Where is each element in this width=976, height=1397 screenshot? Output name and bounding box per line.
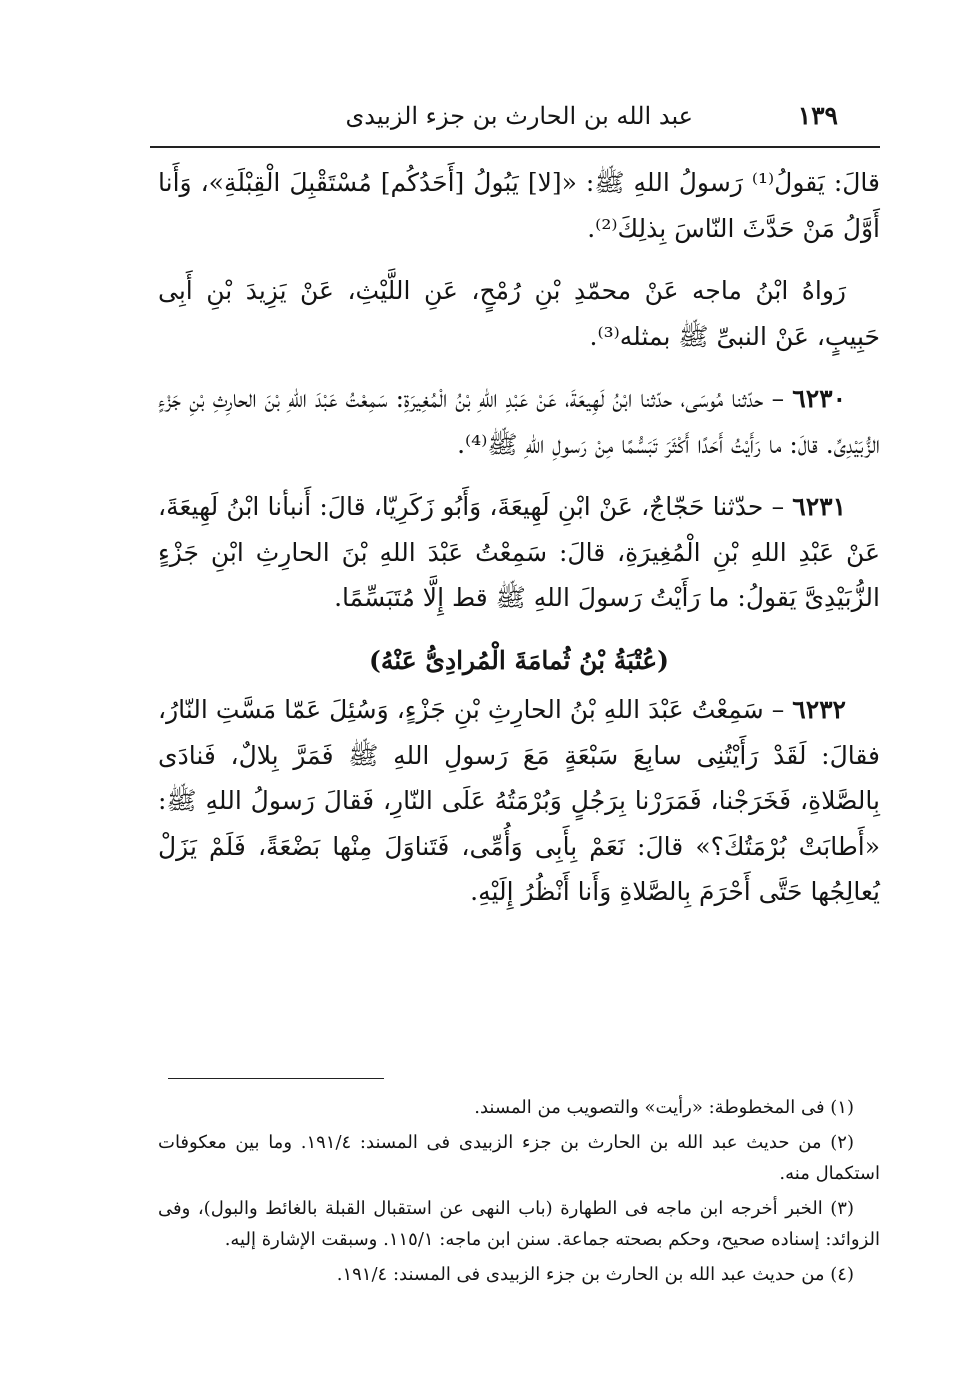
running-title: عبد الله بن الحارث بن جزء الزبيدى bbox=[345, 102, 693, 130]
footnote-4: (٤) من حديث عبد الله بن الحارث بن جزء الزبيدى فى المسند: ١٩١/٤. bbox=[336, 1264, 854, 1285]
header-divider bbox=[150, 146, 880, 148]
page-number: ١٣٩ bbox=[797, 101, 838, 130]
hadith-6230 bbox=[158, 376, 880, 467]
hadith-text: – حدّثنا مُوسَى، حدّثنا ابْنُ لَهِيعَةَ، عَنْ عَبْدِ اللهِ بْنُ الْمُغِيرَةِ: سَمِعْتُ عَبْدَ اللهِ بْنَ الحارِثِ بْنِ جَزْءٍ الزُّبَيْدِىِّ. قالَ: ما رَأَيْتُ أَحَدًا أَكْثَرَ تَبَسُّمًا مِنْ رَسولِ اللهِ ﷺ⁽⁴⁾. bbox=[158, 384, 880, 459]
paragraph: رَواهُ ابْنُ ماجه عَنْ محمّدِ بْنِ رُمْحٍ، عَنِ اللَّيْثِ، عَنْ يَزِيدَ بْنِ أَبِى حَبِيبٍ، عَنْ النبىِّ ﷺ بمثله⁽³⁾. bbox=[158, 276, 880, 351]
running-header bbox=[158, 96, 838, 136]
hadith-6231 bbox=[158, 484, 880, 621]
hadith-number: ٦٢٣٢ bbox=[792, 695, 846, 724]
footnote-3: (٣) الخبر أخرجه ابن ماجه فى الطهارة (باب النهى عن استقبال القبلة بالغائط والبول)، وفى الزوائد: إسناده صحيح، وحكم بصحته جماعة. سنن ابن ماجه: ١١٥/١. وسبقت الإشارة إليه. bbox=[158, 1198, 880, 1250]
paragraph: قالَ: يَقولُ⁽¹⁾ رَسولُ اللهِ ﷺ: «[لا] يَبُولُ [أَحَدُكُم] مُسْتَقْبِلَ الْقِبْلَةِ»، وَأَنا أَوَّلُ مَنْ حَدَّثَ النّاسَ بِذلِكَ⁽²⁾. bbox=[158, 168, 880, 243]
section-heading: (عُتْبَةُ بْنُ ثُمامَةَ الْمُرادِىُّ عَنْهُ) bbox=[368, 645, 669, 675]
footnote-divider bbox=[168, 1078, 384, 1079]
footnotes bbox=[158, 1092, 880, 1294]
footnote-1: (١) فى المخطوطة: «رأيت» والتصويب من المسند. bbox=[474, 1097, 854, 1118]
hadith-text: – سَمِعْتُ عَبْدَ اللهِ بْنُ الحارِثِ بْنِ جَزْءٍ، وَسُئِلَ عَمّا مَسَّتِ النّارُ، فقالَ: لَقَدْ رَأَيْتُنِى سابِعَ سَبْعَةٍ مَعَ رَسولِ اللهِ ﷺ فَمَرَّ بِلالٌ، فَنادَى بِالصَّلاةِ، فَخَرَجْنا، فَمَرَرْنا بِرَجُلٍ وَبُرْمَتُهُ عَلَى النّارِ، فَقالَ رَسولُ اللهِ ﷺ: «أَطابَتْ بُرْمَتُكَ؟» قالَ: نَعَمْ بِأَبِى وَأُمِّى، فَتَناوَلَ مِنْها بَضْعَةً، فَلَمْ يَزَلْ يُعالِجُها حَتَّى أَحْرَمَ بِالصَّلاةِ وَأَنا أَنْظُرُ إِلَيْهِ. bbox=[158, 695, 881, 906]
hadith-number: ٦٢٣٠ bbox=[792, 384, 846, 413]
main-text bbox=[158, 160, 880, 932]
hadith-6232 bbox=[158, 687, 880, 915]
hadith-number: ٦٢٣١ bbox=[792, 492, 846, 521]
hadith-text: – حدّثنا حَجّاجٌ، عَنْ ابْنِ لَهِيعَةَ، وَأَبُو زَكَرِيّا، قالَ: أَنبأنا ابْنُ لَهِيعَةَ، عَنْ عَبْدِ اللهِ بْنِ الْمُغِيرَةِ، قالَ: سَمِعْتُ عَبْدَ اللهِ بْنَ الحارِثِ ابْنِ جَزْءٍ الزُّبَيْدِىَّ يَقولُ: ما رَأَيْتُ رَسولَ اللهِ ﷺ قط إِلَّا مُتَبَسِّمًا. bbox=[158, 492, 880, 612]
footnote-2: (٢) من حديث عبد الله بن الحارث بن جزء الزبيدى فى المسند: ١٩١/٤. وما بين معكوفات استكمال منه. bbox=[158, 1132, 880, 1184]
